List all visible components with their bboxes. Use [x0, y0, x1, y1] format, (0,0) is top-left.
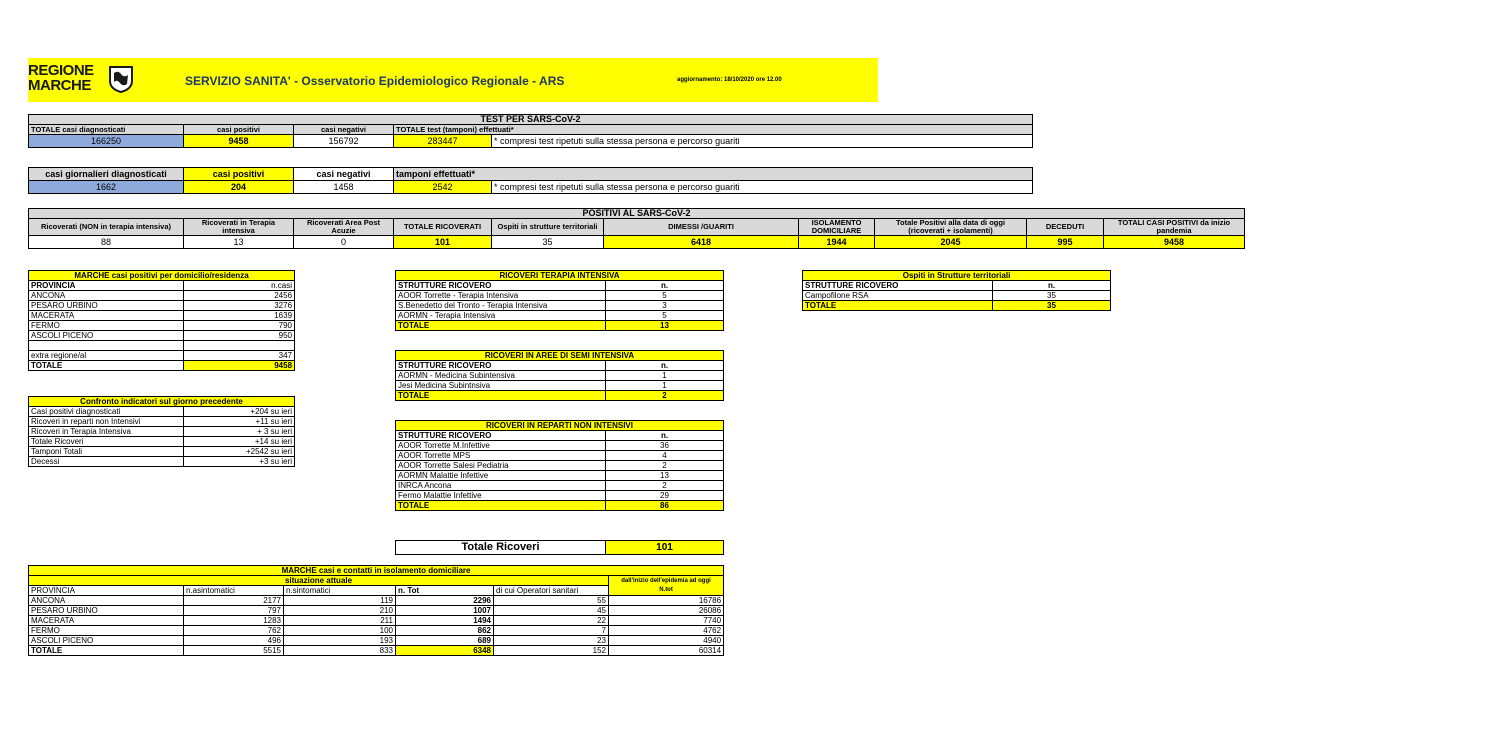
positivi-header: Totale Positivi alla data di oggi (ricoverati + isolamenti)	[875, 219, 1027, 236]
positivi-value: 995	[1027, 236, 1104, 249]
isolamento-cell: FERMO	[29, 626, 184, 636]
provincia-total-name: TOTALE	[29, 361, 184, 371]
test-v-totale: 166250	[29, 135, 184, 148]
positivi-header: ISOLAMENTO DOMICILIARE	[799, 219, 875, 236]
isolamento-h-ntot: N.tot	[659, 586, 673, 593]
semi-row-name: AORMN - Medicina Subintensiva	[396, 371, 606, 381]
semi-row	[396, 371, 724, 381]
ti-row	[396, 311, 724, 321]
positivi-value: 0	[294, 236, 394, 249]
ti-title: RICOVERI TERAPIA INTENSIVA	[396, 271, 724, 281]
ti-row	[396, 291, 724, 301]
isolamento-cell: 2296	[396, 596, 494, 606]
positivi-value: 101	[394, 236, 492, 249]
provincia-extra-name: extra regione/al	[29, 351, 184, 361]
confronto-row-name: Casi positivi diagnosticati	[29, 407, 184, 417]
isolamento-total-cell: 60314	[609, 646, 724, 656]
nonint-row-val: 13	[606, 471, 724, 481]
isolamento-cell: 797	[184, 606, 284, 616]
positivi-value: 2045	[875, 236, 1027, 249]
provincia-row-name: ASCOLI PICENO	[29, 331, 184, 341]
confronto-row-name: Totale Ricoveri	[29, 437, 184, 447]
isolamento-total-cell: 833	[284, 646, 396, 656]
positivi-header: DECEDUTI	[1027, 219, 1104, 236]
confronto-row-name: Decessi	[29, 457, 184, 467]
positivi-header: TOTALI CASI POSITIVI da inizio pandemia	[1104, 219, 1245, 236]
provincia-row-name: MACERATA	[29, 311, 184, 321]
confronto-row	[29, 457, 295, 467]
isolamento-cell: 45	[494, 606, 609, 616]
isolamento-h-sint: n.sintomatici	[284, 586, 396, 596]
nonint-title: RICOVERI IN REPARTI NON INTENSIVI	[396, 421, 724, 431]
ospiti-row-name: Campofilone RSA	[803, 291, 993, 301]
totric-table	[395, 540, 724, 555]
regione-marche-logo	[28, 63, 138, 97]
isolamento-title: MARCHE casi e contatti in isolamento domiciliare	[29, 566, 724, 576]
provincia-extra-val: 347	[184, 351, 295, 361]
nonint-row	[396, 441, 724, 451]
semi-row-val: 1	[606, 381, 724, 391]
ti-table	[395, 270, 724, 331]
provincia-row-name: FERMO	[29, 321, 184, 331]
isolamento-cell: 26086	[609, 606, 724, 616]
isolamento-cell: 16786	[609, 596, 724, 606]
nonint-row-name: AOOR Torrette M.Infettive	[396, 441, 606, 451]
positivi-header: DIMESSI /GUARITI	[604, 219, 799, 236]
confronto-row	[29, 447, 295, 457]
positivi-value: 88	[29, 236, 184, 249]
isolamento-h-asint: n.asintomatici	[184, 586, 284, 596]
isolamento-cell: 22	[494, 616, 609, 626]
test-title: TEST PER SARS-CoV-2	[29, 115, 1033, 125]
isolamento-cell: ASCOLI PICENO	[29, 636, 184, 646]
isolamento-sub2: dall'inizio dell'epidemia ad oggi	[621, 577, 711, 584]
semi-row-val: 1	[606, 371, 724, 381]
positivi-title: POSITIVI AL SARS-CoV-2	[29, 209, 1245, 219]
confronto-row-val: + 3 su ieri	[184, 427, 295, 437]
positivi-header: TOTALE RICOVERATI	[394, 219, 492, 236]
isolamento-h-tot: n. Tot	[396, 586, 494, 596]
ti-h-str: STRUTTURE RICOVERO	[396, 281, 606, 291]
isolamento-total-cell: 6348	[396, 646, 494, 656]
provincia-row-val: 3276	[184, 301, 295, 311]
provincia-table	[28, 270, 295, 371]
provincia-title: MARCHE casi positivi per domicilio/residenza	[29, 271, 295, 281]
confronto-row-val: +3 su ieri	[184, 457, 295, 467]
nonint-row-val: 2	[606, 481, 724, 491]
positivi-value: 13	[184, 236, 294, 249]
positivi-value: 1944	[799, 236, 875, 249]
provincia-row	[29, 301, 295, 311]
nonint-row	[396, 471, 724, 481]
daily-v-positivi: 204	[184, 181, 294, 194]
ospiti-h-n: n.	[993, 281, 1111, 291]
test-h-negativi: casi negativi	[294, 125, 394, 135]
isolamento-cell: MACERATA	[29, 616, 184, 626]
provincia-row-name: ANCONA	[29, 291, 184, 301]
isolamento-cell: 2177	[184, 596, 284, 606]
provincia-row-name: PESARO URBINO	[29, 301, 184, 311]
ti-total-val: 13	[606, 321, 724, 331]
confronto-row-name: Ricoveri in reparti non Intensivi	[29, 417, 184, 427]
provincia-row	[29, 311, 295, 321]
positivi-header: Ospiti in strutture territoriali	[492, 219, 604, 236]
ospiti-total-val: 35	[993, 301, 1111, 311]
confronto-row-name: Tamponi Totali	[29, 447, 184, 457]
provincia-h-casi: n.casi	[184, 281, 295, 291]
confronto-row	[29, 437, 295, 447]
ti-h-n: n.	[606, 281, 724, 291]
isolamento-cell: 210	[284, 606, 396, 616]
nonint-total-name: TOTALE	[396, 501, 606, 511]
ospiti-row	[803, 291, 1111, 301]
confronto-row-val: +204 su ieri	[184, 407, 295, 417]
semi-table	[395, 350, 724, 401]
isolamento-total-cell: 152	[494, 646, 609, 656]
confronto-row	[29, 407, 295, 417]
daily-v-casi: 1662	[29, 181, 184, 194]
nonint-total-val: 86	[606, 501, 724, 511]
semi-h-n: n.	[606, 361, 724, 371]
isolamento-table	[28, 565, 724, 656]
isolamento-cell: 4940	[609, 636, 724, 646]
ospiti-h-str: STRUTTURE RICOVERO	[803, 281, 993, 291]
isolamento-h-prov: PROVINCIA	[29, 586, 184, 596]
isolamento-cell: 762	[184, 626, 284, 636]
test-v-tamponi: 283447	[394, 135, 492, 148]
provincia-row	[29, 331, 295, 341]
isolamento-cell: 689	[396, 636, 494, 646]
isolamento-total-cell: 5515	[184, 646, 284, 656]
semi-total-name: TOTALE	[396, 391, 606, 401]
positivi-value: 35	[492, 236, 604, 249]
isolamento-cell: 4762	[609, 626, 724, 636]
confronto-row-name: Ricoveri in Terapia Intensiva	[29, 427, 184, 437]
isolamento-cell: 193	[284, 636, 396, 646]
isolamento-cell: PESARO URBINO	[29, 606, 184, 616]
nonint-row-val: 4	[606, 451, 724, 461]
isolamento-cell: 1283	[184, 616, 284, 626]
isolamento-row	[29, 616, 724, 626]
test-h-positivi: casi positivi	[184, 125, 294, 135]
provincia-row-val: 950	[184, 331, 295, 341]
totric-label: Totale Ricoveri	[396, 541, 606, 555]
test-v-positivi: 9458	[184, 135, 294, 148]
nonint-table	[395, 420, 724, 511]
confronto-table	[28, 396, 295, 467]
isolamento-total-cell: TOTALE	[29, 646, 184, 656]
nonint-row-name: AOOR Torrette Salesi Pediatria	[396, 461, 606, 471]
nonint-row	[396, 491, 724, 501]
isolamento-cell: 862	[396, 626, 494, 636]
positivi-header: Ricoverati in Terapia intensiva	[184, 219, 294, 236]
ti-row-val: 5	[606, 311, 724, 321]
ti-row-val: 3	[606, 301, 724, 311]
daily-h-negativi: casi negativi	[294, 168, 394, 181]
isolamento-total-row	[29, 646, 724, 656]
provincia-h-prov: PROVINCIA	[29, 281, 184, 291]
isolamento-row	[29, 636, 724, 646]
isolamento-sub2-cell	[609, 576, 724, 596]
ti-row-val: 5	[606, 291, 724, 301]
isolamento-cell: 7	[494, 626, 609, 636]
nonint-h-n: n.	[606, 431, 724, 441]
provincia-row	[29, 321, 295, 331]
ti-row-name: S.Benedetto del Tronto - Terapia Intensiva	[396, 301, 606, 311]
confronto-row-val: +14 su ieri	[184, 437, 295, 447]
positivi-value: 6418	[604, 236, 799, 249]
test-table	[28, 114, 1033, 148]
confronto-row-val: +11 su ieri	[184, 417, 295, 427]
daily-h-positivi: casi positivi	[184, 168, 294, 181]
update-timestamp: aggiornamento: 18/10/2020 ore 12.00	[677, 77, 782, 83]
positivi-header: Ricoverati Area Post Acuzie	[294, 219, 394, 236]
nonint-row-name: AOOR Torrette MPS	[396, 451, 606, 461]
daily-h-casi: casi giornalieri diagnosticati	[29, 168, 184, 181]
nonint-row	[396, 451, 724, 461]
nonint-row-val: 36	[606, 441, 724, 451]
isolamento-row	[29, 626, 724, 636]
isolamento-cell: 496	[184, 636, 284, 646]
provincia-row-val: 790	[184, 321, 295, 331]
nonint-row-val: 29	[606, 491, 724, 501]
semi-total-val: 2	[606, 391, 724, 401]
daily-note: * compresi test ripetuti sulla stessa persona e percorso guariti	[492, 181, 1033, 194]
semi-title: RICOVERI IN AREE DI SEMI INTENSIVA	[396, 351, 724, 361]
ti-row-name: AORMN - Terapia Intensiva	[396, 311, 606, 321]
nonint-row	[396, 461, 724, 471]
nonint-row-name: AORMN Malattie Infettive	[396, 471, 606, 481]
provincia-row	[29, 291, 295, 301]
logo-line2: MARCHE	[28, 77, 91, 94]
isolamento-cell: 7740	[609, 616, 724, 626]
confronto-row-val: +2542 su ieri	[184, 447, 295, 457]
isolamento-cell: 211	[284, 616, 396, 626]
test-h-totale: TOTALE casi diagnosticati	[29, 125, 184, 135]
daily-table	[28, 167, 1033, 194]
isolamento-cell: 119	[284, 596, 396, 606]
isolamento-cell: 1007	[396, 606, 494, 616]
positivi-table	[28, 208, 1245, 249]
provincia-row-val: 2456	[184, 291, 295, 301]
isolamento-cell: 23	[494, 636, 609, 646]
semi-row	[396, 381, 724, 391]
ospiti-row-val: 35	[993, 291, 1111, 301]
nonint-row-name: Fermo Malattie Infettive	[396, 491, 606, 501]
isolamento-cell: 1494	[396, 616, 494, 626]
ospiti-title: Ospiti in Strutture territoriali	[803, 271, 1111, 281]
provincia-total-val: 9458	[184, 361, 295, 371]
isolamento-h-oper: di cui Operatori sanitari	[494, 586, 609, 596]
logo-line1: REGIONE	[28, 62, 94, 79]
daily-v-negativi: 1458	[294, 181, 394, 194]
isolamento-cell: ANCONA	[29, 596, 184, 606]
nonint-row-val: 2	[606, 461, 724, 471]
nonint-row-name: INRCA Ancona	[396, 481, 606, 491]
isolamento-cell: 100	[284, 626, 396, 636]
ospiti-total-name: TOTALE	[803, 301, 993, 311]
ospiti-table	[802, 270, 1111, 311]
nonint-h-str: STRUTTURE RICOVERO	[396, 431, 606, 441]
daily-h-tamponi: tamponi effettuati*	[394, 168, 1033, 181]
totric-val: 101	[606, 541, 724, 555]
test-h-tamponi: TOTALE test (tamponi) effettuati*	[394, 125, 1033, 135]
semi-h-str: STRUTTURE RICOVERO	[396, 361, 606, 371]
isolamento-row	[29, 596, 724, 606]
nonint-row	[396, 481, 724, 491]
semi-row-name: Jesi Medicina Subintnsiva	[396, 381, 606, 391]
daily-v-tamponi: 2542	[394, 181, 492, 194]
test-note: * compresi test ripetuti sulla stessa persona e percorso guariti	[492, 135, 1033, 148]
ti-total-name: TOTALE	[396, 321, 606, 331]
test-v-negativi: 156792	[294, 135, 394, 148]
confronto-title: Confronto indicatori sul giorno precedente	[29, 397, 295, 407]
shield-emblem-icon	[108, 65, 134, 93]
ti-row-name: AOOR Torrette - Terapia Intensiva	[396, 291, 606, 301]
isolamento-row	[29, 606, 724, 616]
provincia-row-val: 1639	[184, 311, 295, 321]
isolamento-cell: 55	[494, 596, 609, 606]
confronto-row	[29, 427, 295, 437]
confronto-row	[29, 417, 295, 427]
ti-row	[396, 301, 724, 311]
positivi-header: Ricoverati (NON in terapia intensiva)	[29, 219, 184, 236]
page-title: SERVIZIO SANITA' - Osservatorio Epidemiologico Regionale - ARS	[185, 74, 565, 88]
isolamento-sub: situazione attuale	[29, 576, 609, 586]
positivi-value: 9458	[1104, 236, 1245, 249]
